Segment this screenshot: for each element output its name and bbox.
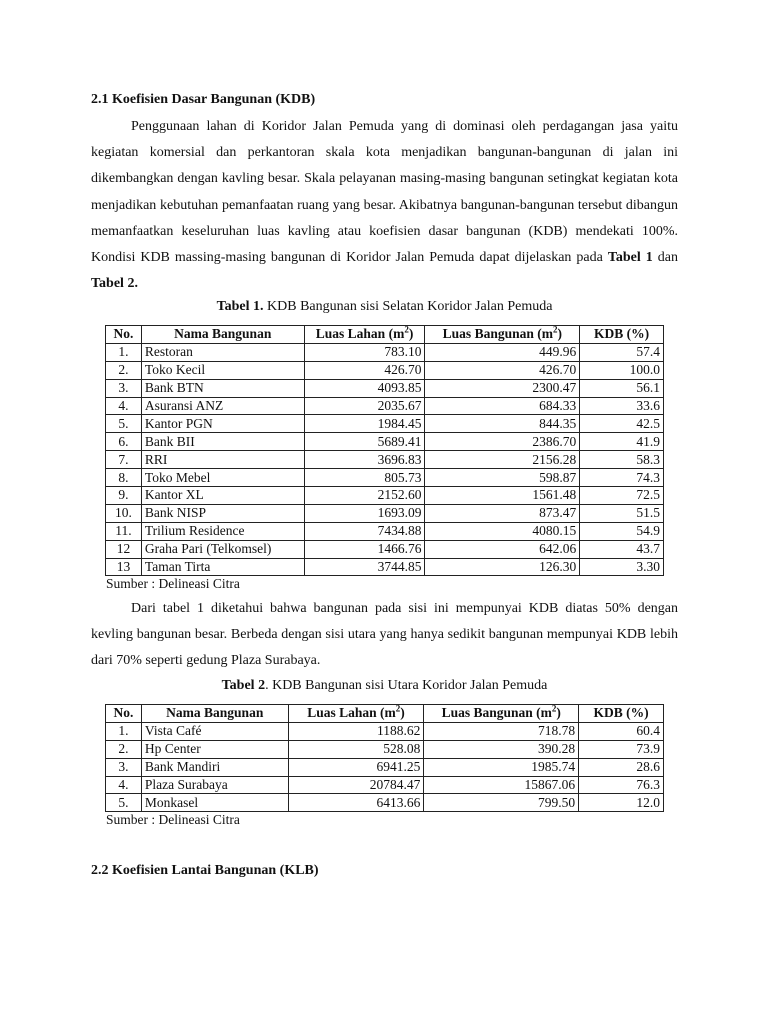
cell-kdb: 41.9 <box>580 433 664 451</box>
cell-kdb: 33.6 <box>580 397 664 415</box>
header-land-area: Luas Lahan $(m^2)$ <box>304 326 425 344</box>
cell-building-area: 2386.70 <box>425 433 580 451</box>
table1-source: Sumber : Delineasi Citra <box>106 576 240 591</box>
table2-header-row <box>106 705 664 723</box>
cell-no: 1. <box>106 343 142 361</box>
cell-building-area: 1985.74 <box>424 758 579 776</box>
cell-land-area: 1984.45 <box>304 415 425 433</box>
cell-kdb: 73.9 <box>579 740 664 758</box>
cell-land-area: 426.70 <box>304 361 425 379</box>
table2-caption-text: . KDB Bangunan sisi Utara Koridor Jalan Pemuda <box>265 678 548 693</box>
table-row <box>106 522 664 540</box>
table-kdb-selatan <box>105 325 664 576</box>
table1-header-row <box>106 326 664 344</box>
cell-building-area: 126.30 <box>425 558 580 576</box>
table-row <box>106 558 664 576</box>
table-row <box>106 433 664 451</box>
cell-no: 12 <box>106 540 142 558</box>
table2-caption <box>91 678 678 694</box>
section-heading-kdb: 2.1 Koefisien Dasar Bangunan (KDB) <box>91 92 316 107</box>
cell-no: 8. <box>106 469 142 487</box>
cell-building-area: 799.50 <box>424 794 579 812</box>
cell-land-area: 4093.85 <box>304 379 425 397</box>
cell-no: 2. <box>106 740 142 758</box>
table-row <box>106 487 664 505</box>
cell-no: 4. <box>106 397 142 415</box>
header-building-area: Luas Bangunan $(m^2)$ <box>424 705 579 723</box>
cell-name: Kantor PGN <box>141 415 304 433</box>
cell-kdb: 57.4 <box>580 343 664 361</box>
cell-no: 1. <box>106 722 142 740</box>
paragraph-intro <box>91 114 678 297</box>
cell-land-area: 7434.88 <box>304 522 425 540</box>
table-row <box>106 469 664 487</box>
cell-kdb: 43.7 <box>580 540 664 558</box>
cell-land-area: 6941.25 <box>288 758 424 776</box>
cell-name: Hp Center <box>141 740 288 758</box>
table-row <box>106 397 664 415</box>
table-row <box>106 451 664 469</box>
table2-caption-label: Tabel 2 <box>221 678 266 693</box>
cell-kdb: 76.3 <box>579 776 664 794</box>
cell-no: 13 <box>106 558 142 576</box>
cell-kdb: 58.3 <box>580 451 664 469</box>
cell-kdb: 3.30 <box>580 558 664 576</box>
cell-land-area: 528.08 <box>288 740 424 758</box>
table-row <box>106 776 664 794</box>
cell-kdb: 74.3 <box>580 469 664 487</box>
header-kdb: KDB (%) <box>579 705 664 723</box>
cell-kdb: 42.5 <box>580 415 664 433</box>
table-row <box>106 758 664 776</box>
cell-name: Kantor XL <box>141 487 304 505</box>
cell-no: 5. <box>106 794 142 812</box>
cell-name: Asuransi ANZ <box>141 397 304 415</box>
section-heading-klb: 2.2 Koefisien Lantai Bangunan (KLB) <box>91 863 319 878</box>
cell-name: Taman Tirta <box>141 558 304 576</box>
cell-kdb: 54.9 <box>580 522 664 540</box>
table-row <box>106 415 664 433</box>
cell-land-area: 6413.66 <box>288 794 424 812</box>
cell-name: Trilium Residence <box>141 522 304 540</box>
cell-name: Toko Kecil <box>141 361 304 379</box>
cell-land-area: 783.10 <box>304 343 425 361</box>
cell-kdb: 100.0 <box>580 361 664 379</box>
cell-no: 3. <box>106 379 142 397</box>
cell-name: Bank BII <box>141 433 304 451</box>
table-row <box>106 361 664 379</box>
cell-no: 10. <box>106 504 142 522</box>
cell-name: Plaza Surabaya <box>141 776 288 794</box>
cell-land-area: 2152.60 <box>304 487 425 505</box>
cell-name: Graha Pari (Telkomsel) <box>141 540 304 558</box>
paragraph-analysis-text: Dari tabel 1 diketahui bahwa bangunan pada sisi ini mempunyai KDB diatas 50% dengan kevling bangunan besar. Berbeda dengan sisi utara yang hanya sedikit bangunan mempunyai KDB lebih dari 70% seperti gedung Plaza Surabaya. <box>91 601 678 669</box>
cell-name: Vista Café <box>141 722 288 740</box>
cell-kdb: 12.0 <box>579 794 664 812</box>
cell-land-area: 3744.85 <box>304 558 425 576</box>
cell-no: 11. <box>106 522 142 540</box>
cell-name: Monkasel <box>141 794 288 812</box>
header-name: Nama Bangunan <box>141 705 288 723</box>
table1-caption-text: KDB Bangunan sisi Selatan Koridor Jalan Pemuda <box>263 299 553 314</box>
cell-name: Bank NISP <box>141 504 304 522</box>
cell-building-area: 426.70 <box>425 361 580 379</box>
cell-building-area: 642.06 <box>425 540 580 558</box>
cell-building-area: 718.78 <box>424 722 579 740</box>
table-row <box>106 794 664 812</box>
cell-land-area: 1188.62 <box>288 722 424 740</box>
table-row <box>106 722 664 740</box>
table-row <box>106 504 664 522</box>
cell-kdb: 28.6 <box>579 758 664 776</box>
cell-building-area: 449.96 <box>425 343 580 361</box>
cell-building-area: 684.33 <box>425 397 580 415</box>
cell-name: Bank BTN <box>141 379 304 397</box>
cell-building-area: 4080.15 <box>425 522 580 540</box>
table-row <box>106 379 664 397</box>
cell-building-area: 2156.28 <box>425 451 580 469</box>
cell-building-area: 2300.47 <box>425 379 580 397</box>
cell-land-area: 2035.67 <box>304 397 425 415</box>
header-land-area: Luas Lahan $(m^2)$ <box>288 705 424 723</box>
ref-tabel-2: Tabel 2. <box>91 276 138 292</box>
cell-kdb: 72.5 <box>580 487 664 505</box>
ref-joiner: dan <box>652 250 678 266</box>
cell-land-area: 805.73 <box>304 469 425 487</box>
table-row <box>106 540 664 558</box>
header-no: No. <box>106 326 142 344</box>
table-row <box>106 740 664 758</box>
table1-caption <box>91 299 678 315</box>
cell-kdb: 51.5 <box>580 504 664 522</box>
cell-name: Bank Mandiri <box>141 758 288 776</box>
cell-land-area: 1693.09 <box>304 504 425 522</box>
cell-no: 4. <box>106 776 142 794</box>
cell-no: 2. <box>106 361 142 379</box>
cell-land-area: 3696.83 <box>304 451 425 469</box>
table-row <box>106 343 664 361</box>
cell-no: 3. <box>106 758 142 776</box>
table2-source: Sumber : Delineasi Citra <box>106 812 240 827</box>
cell-building-area: 844.35 <box>425 415 580 433</box>
cell-name: Restoran <box>141 343 304 361</box>
table-kdb-utara <box>105 704 664 812</box>
cell-name: Toko Mebel <box>141 469 304 487</box>
cell-no: 6. <box>106 433 142 451</box>
header-kdb: KDB (%) <box>580 326 664 344</box>
cell-land-area: 5689.41 <box>304 433 425 451</box>
cell-name: RRI <box>141 451 304 469</box>
cell-no: 7. <box>106 451 142 469</box>
cell-no: 5. <box>106 415 142 433</box>
cell-building-area: 1561.48 <box>425 487 580 505</box>
cell-building-area: 15867.06 <box>424 776 579 794</box>
paragraph-intro-text: Penggunaan lahan di Koridor Jalan Pemuda yang di dominasi oleh perdagangan jasa yaitu kegiatan komersial dan perkantoran skala kota menjadikan bangunan-bangunan di jalan ini dikembangkan dengan kavling besar. Skala pelayanan masing-masing bangunan setingkat kegiatan kota menjadikan kebutuhan pemanfaatan ruang yang besar. Akibatnya bangunan-bangunan tersebut dibangun memanfaatkan keseluruhan luas kavling atau koefisien dasar bangunan (KDB) mendekati 100%. Kondisi KDB massing-masing bangunan di Koridor Jalan Pemuda dapat dijelaskan pada <box>91 119 678 266</box>
header-name: Nama Bangunan <box>141 326 304 344</box>
cell-building-area: 598.87 <box>425 469 580 487</box>
cell-kdb: 60.4 <box>579 722 664 740</box>
cell-building-area: 873.47 <box>425 504 580 522</box>
table1-caption-label: Tabel 1. <box>216 299 264 314</box>
paragraph-analysis <box>91 596 678 675</box>
cell-land-area: 1466.76 <box>304 540 425 558</box>
header-building-area: Luas Bangunan $(m^2)$ <box>425 326 580 344</box>
cell-kdb: 56.1 <box>580 379 664 397</box>
cell-land-area: 20784.47 <box>288 776 424 794</box>
header-no: No. <box>106 705 142 723</box>
cell-no: 9. <box>106 487 142 505</box>
ref-tabel-1: Tabel 1 <box>607 250 653 266</box>
cell-building-area: 390.28 <box>424 740 579 758</box>
